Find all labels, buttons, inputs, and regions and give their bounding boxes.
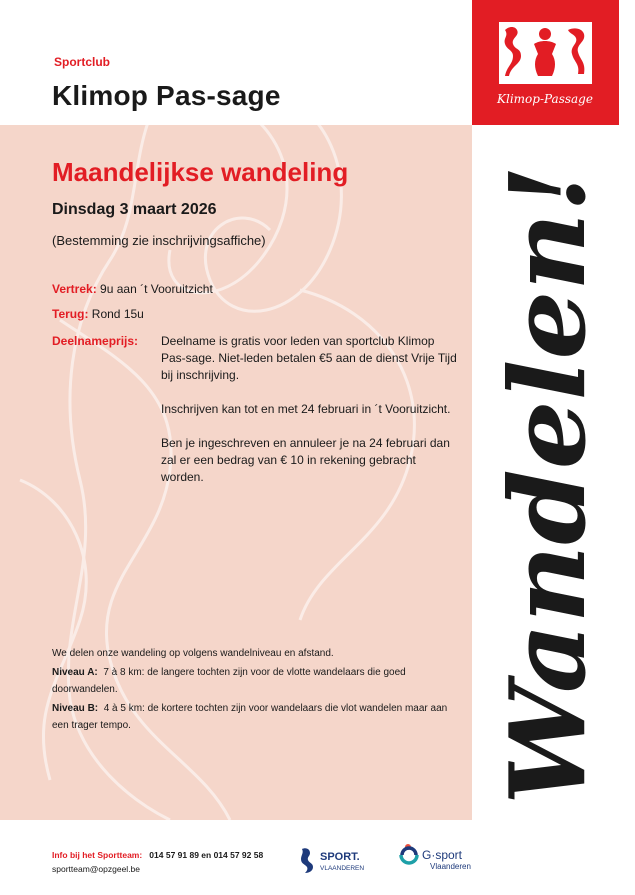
wandelen-text: Wandelen!	[486, 188, 609, 805]
gsport-icon	[401, 844, 417, 863]
logo-text: Klimop-Passage	[497, 92, 593, 106]
gsport-bottom: Vlaanderen	[430, 862, 471, 871]
return-label: Terug:	[52, 307, 89, 321]
club-name: Klimop Pas-sage	[52, 80, 281, 111]
level-a-text: 7 à 8 km: de langere tochten zijn voor de vlotte wandelaars die goed doorwandelen.	[52, 667, 406, 695]
sport-logo-top: SPORT.	[320, 851, 360, 863]
sport-vlaanderen-logo	[298, 843, 378, 877]
lion-icon	[301, 848, 313, 873]
level-b	[52, 700, 462, 734]
club-label: Sportclub	[54, 55, 110, 69]
price-row	[52, 333, 138, 350]
return-row	[52, 306, 144, 323]
levels-section	[52, 645, 462, 736]
departure-row	[52, 281, 213, 298]
price-paragraph: Deelname is gratis voor leden van sportclub Klimop Pas-sage. Niet-leden betalen €5 aan de dienst Vrije Tijd bij inschrijving.	[161, 334, 457, 382]
event-date: Dinsdag 3 maart 2026	[52, 201, 217, 218]
club-logo	[472, 0, 619, 125]
price-label: Deelnameprijs:	[52, 334, 139, 348]
info-label: Info bij het Sportteam:	[52, 850, 143, 860]
level-a-label: Niveau A:	[52, 667, 98, 678]
level-a	[52, 664, 462, 698]
return-value: Rond 15u	[91, 307, 144, 321]
gsport-vlaanderen-logo	[398, 841, 488, 877]
klimop-passage-logo	[472, 0, 619, 125]
level-b-text: 4 à 5 km: de kortere tochten zijn voor wandelaars die vlot wandelen maar aan een trager tempo.	[52, 703, 448, 731]
cancellation-paragraph: Ben je ingeschreven en annuleer je na 24 februari dan zal er een bedrag van € 10 in rekening gebracht worden.	[161, 436, 450, 484]
levels-intro: We delen onze wandeling op volgens wandelniveau en afstand.	[52, 648, 334, 659]
event-destination: (Bestemming zie inschrijvingsaffiche)	[52, 233, 266, 248]
phone-numbers: 014 57 91 89 en 014 57 92 58	[149, 850, 264, 860]
level-b-label: Niveau B:	[52, 703, 99, 714]
footer-contact	[52, 848, 263, 876]
sport-logo-bottom: VLAANDEREN	[320, 865, 365, 872]
departure-value: 9u aan ´t Vooruitzicht	[100, 282, 213, 296]
registration-paragraph: Inschrijven kan tot en met 24 februari in ´t Vooruitzicht.	[161, 402, 451, 416]
wandelen-side-title	[472, 125, 619, 820]
departure-label: Vertrek:	[52, 282, 97, 296]
email-link[interactable]: sportteam@opzgeel.be	[52, 864, 141, 874]
price-description	[161, 333, 461, 503]
event-title: Maandelijkse wandeling	[52, 157, 349, 187]
gsport-top: G·sport	[422, 848, 463, 862]
